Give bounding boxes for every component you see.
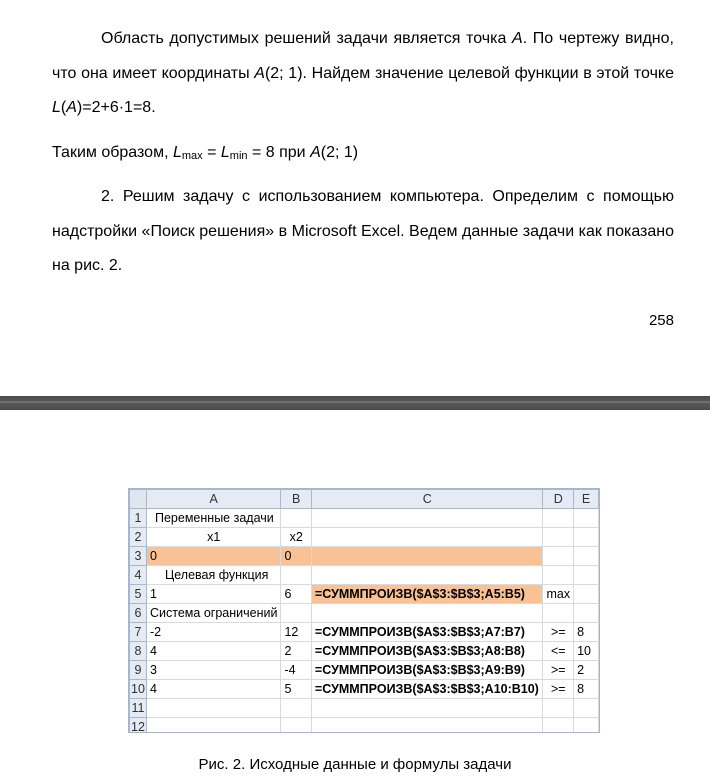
cell-a[interactable]: x1 <box>147 528 281 547</box>
cell-e[interactable]: 2 <box>574 661 599 680</box>
page-number: 258 <box>648 312 674 329</box>
cell-b[interactable] <box>281 699 311 718</box>
cell-a[interactable]: -2 <box>147 623 281 642</box>
cell-e[interactable] <box>574 509 599 528</box>
sheet-row <box>130 509 599 528</box>
cell-b[interactable]: 6 <box>281 585 311 604</box>
row-header[interactable]: 7 <box>130 623 147 642</box>
paragraph-conclusion: Таким образом, Lmax = Lmin = 8 при A(2; 1) <box>52 144 359 162</box>
cell-b[interactable]: 2 <box>281 642 311 661</box>
cell-c[interactable]: =СУММПРОИЗВ($A$3:$B$3;A10:B10) <box>311 680 543 699</box>
cell-e[interactable] <box>574 718 599 734</box>
cell-d[interactable] <box>543 566 574 585</box>
cell-d[interactable]: >= <box>543 680 574 699</box>
row-header[interactable]: 12 <box>130 718 147 734</box>
cell-a[interactable] <box>147 699 281 718</box>
cell-c[interactable] <box>311 509 543 528</box>
paragraph-feasible-region: Область допустимых решений задачи является точка A. По чертежу видно, что она имеет координаты A(2; 1). Найдем значение целевой функции в этой точке L(A)=2+6·1=8. <box>52 30 674 116</box>
row-header[interactable]: 2 <box>130 528 147 547</box>
cell-b[interactable]: 5 <box>281 680 311 699</box>
paragraph-computer-solution: 2. Решим задачу с использованием компьютера. Определим с помощью надстройки «Поиск решения» в Microsoft Excel. Ведем данные задачи как показано на рис. 2. <box>52 188 674 274</box>
spreadsheet-grid <box>129 489 599 733</box>
row-header[interactable]: 1 <box>130 509 147 528</box>
cell-e[interactable]: 8 <box>574 623 599 642</box>
sheet-row <box>130 547 599 566</box>
spreadsheet-figure <box>128 488 600 733</box>
cell-a[interactable]: 4 <box>147 680 281 699</box>
sheet-row <box>130 718 599 734</box>
cell-c[interactable] <box>311 566 543 585</box>
row-header[interactable]: 6 <box>130 604 147 623</box>
sheet-row <box>130 661 599 680</box>
cell-e[interactable] <box>574 604 599 623</box>
cell-d[interactable]: >= <box>543 623 574 642</box>
column-header-row <box>130 490 599 509</box>
cell-c[interactable] <box>311 604 543 623</box>
cell-c[interactable]: =СУММПРОИЗВ($A$3:$B$3;A9:B9) <box>311 661 543 680</box>
cell-b[interactable] <box>281 509 311 528</box>
cell-b[interactable]: 0 <box>281 547 311 566</box>
sheet-row <box>130 604 599 623</box>
cell-d[interactable] <box>543 718 574 734</box>
row-header[interactable]: 4 <box>130 566 147 585</box>
cell-a[interactable]: Целевая функция <box>147 566 281 585</box>
column-header-a[interactable]: A <box>147 490 281 509</box>
column-header-d[interactable]: D <box>543 490 574 509</box>
sheet-row <box>130 642 599 661</box>
column-header-e[interactable]: E <box>574 490 599 509</box>
cell-a[interactable]: Система ограничений <box>147 604 281 623</box>
cell-a[interactable]: 1 <box>147 585 281 604</box>
cell-c[interactable] <box>311 547 543 566</box>
cell-a[interactable]: 4 <box>147 642 281 661</box>
cell-b[interactable]: 12 <box>281 623 311 642</box>
row-header[interactable]: 11 <box>130 699 147 718</box>
sheet-row <box>130 566 599 585</box>
cell-b[interactable] <box>281 604 311 623</box>
select-all-corner[interactable] <box>130 490 147 509</box>
cell-d[interactable] <box>543 509 574 528</box>
cell-b[interactable] <box>281 566 311 585</box>
cell-b[interactable] <box>281 718 311 734</box>
cell-c[interactable]: =СУММПРОИЗВ($A$3:$B$3;A5:B5) <box>311 585 543 604</box>
cell-d[interactable]: <= <box>543 642 574 661</box>
cell-d[interactable] <box>543 699 574 718</box>
cell-d[interactable]: >= <box>543 661 574 680</box>
row-header[interactable]: 9 <box>130 661 147 680</box>
cell-d[interactable] <box>543 528 574 547</box>
sheet-row <box>130 585 599 604</box>
row-header[interactable]: 10 <box>130 680 147 699</box>
cell-d[interactable] <box>543 547 574 566</box>
cell-e[interactable] <box>574 699 599 718</box>
row-header[interactable]: 8 <box>130 642 147 661</box>
column-header-b[interactable]: B <box>281 490 311 509</box>
sheet-row <box>130 680 599 699</box>
page-break-divider <box>0 396 710 410</box>
row-header[interactable]: 5 <box>130 585 147 604</box>
cell-d[interactable] <box>543 604 574 623</box>
cell-a[interactable]: Переменные задачи <box>147 509 281 528</box>
sheet-row <box>130 623 599 642</box>
cell-c[interactable]: =СУММПРОИЗВ($A$3:$B$3;A8:B8) <box>311 642 543 661</box>
cell-c[interactable] <box>311 718 543 734</box>
cell-b[interactable]: x2 <box>281 528 311 547</box>
cell-e[interactable]: 10 <box>574 642 599 661</box>
cell-c[interactable]: =СУММПРОИЗВ($A$3:$B$3;A7:B7) <box>311 623 543 642</box>
cell-c[interactable] <box>311 699 543 718</box>
cell-a[interactable]: 0 <box>147 547 281 566</box>
cell-e[interactable] <box>574 566 599 585</box>
cell-e[interactable] <box>574 528 599 547</box>
cell-e[interactable]: 8 <box>574 680 599 699</box>
cell-e[interactable] <box>574 585 599 604</box>
cell-a[interactable]: 3 <box>147 661 281 680</box>
cell-e[interactable] <box>574 547 599 566</box>
sheet-row <box>130 699 599 718</box>
cell-a[interactable] <box>147 718 281 734</box>
sheet-row <box>130 528 599 547</box>
cell-b[interactable]: -4 <box>281 661 311 680</box>
column-header-c[interactable]: C <box>311 490 543 509</box>
cell-d[interactable]: max <box>543 585 574 604</box>
cell-c[interactable] <box>311 528 543 547</box>
figure-caption: Рис. 2. Исходные данные и формулы задачи <box>198 756 512 773</box>
row-header[interactable]: 3 <box>130 547 147 566</box>
